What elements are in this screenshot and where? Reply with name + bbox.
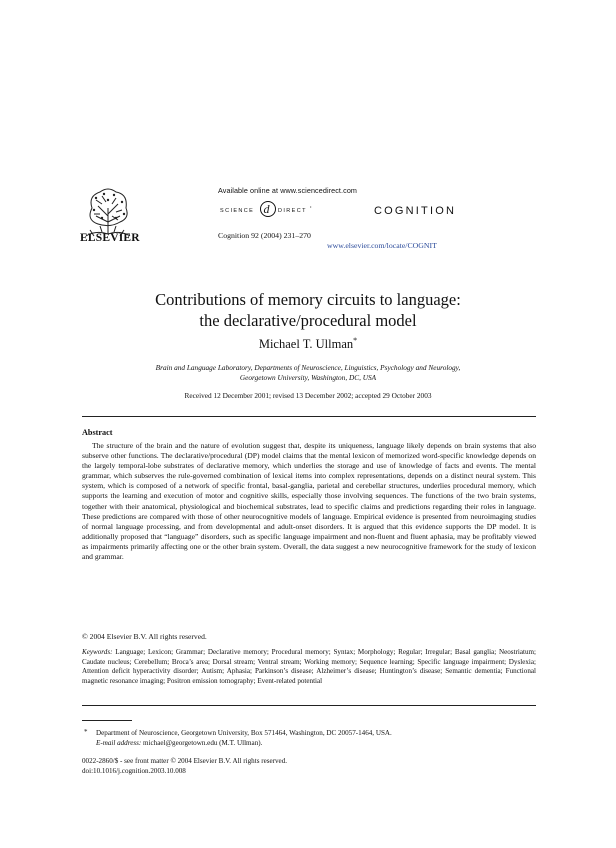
author-affiliation	[0, 363, 616, 383]
issn-line: 0022-2860/$ - see front matter © 2004 Elsevier B.V. All rights reserved.	[82, 757, 288, 765]
svg-text:•: •	[310, 204, 312, 209]
affiliation-line-1: Brain and Language Laboratory, Departments of Neuroscience, Linguistics, Psychology and Neurology,	[155, 363, 461, 372]
abstract-body: The structure of the brain and the nature of evolution suggest that, despite its uniqueness, language likely depends on brain systems that also subserve other functions. The declarative/procedural (DP) model claims that the mental lexicon of memorized word-specific knowledge depends on the largely temporal-lobe substrates of declarative memory, which underlies the storage and use of knowledge of facts and events. The mental grammar, which subserves the rule-governed combination of lexical items into complex representations, depends on a distinct neural system. This system, which is composed of a network of specific frontal, basal-ganglia, parietal and cerebellar structures, underlies procedural memory, which supports the learning and execution of motor and cognitive skills, especially those involving sequences. The functions of the two brain systems, together with their anatomical, physiological and biochemical substrates, lead to specific claims and predictions regarding their roles in language. These predictions are compared with those of other neurocognitive models of language. Empirical evidence is presented from neuroimaging studies of normal language processing, and from developmental and adult-onset disorders. It is argued that this evidence supports the DP model. It is additionally proposed that “language” disorders, such as specific language impairment and non-fluent and fluent aphasia, may be profitably viewed as impairments primarily affecting one or the other brain system. Overall, the data suggest a new neurocognitive framework for the study of lexicon and grammar.	[82, 441, 536, 562]
article-title	[0, 289, 616, 331]
keywords-label: Keywords:	[82, 648, 113, 656]
divider-top	[82, 416, 536, 417]
affiliation-line-2: Georgetown University, Washington, DC, USA	[239, 373, 377, 383]
copyright-line: © 2004 Elsevier B.V. All rights reserved.	[82, 632, 207, 641]
footnote-rule	[82, 720, 132, 721]
keywords	[82, 648, 536, 687]
doi-line[interactable]: doi:10.1016/j.cognition.2003.10.008	[82, 767, 186, 775]
sciencedirect-logo-right: DIRECT	[278, 208, 307, 214]
journal-citation: Cognition 92 (2004) 231–270	[218, 231, 311, 240]
sciencedirect-logo	[218, 199, 338, 219]
footnote-address: Department of Neuroscience, Georgetown University, Box 571464, Washington, DC 20057-1464, USA.	[96, 729, 392, 737]
title-line-1: Contributions of memory circuits to language:	[155, 290, 461, 309]
author-footnote	[84, 728, 536, 748]
publisher-name: ELSEVIER	[80, 232, 140, 244]
issn-doi-block	[82, 756, 287, 776]
email-value[interactable]: michael@georgetown.edu (M.T. Ullman).	[143, 739, 263, 747]
journal-logo: COGNITION	[374, 205, 457, 217]
email-label: E-mail address:	[96, 739, 142, 747]
footnote-mark: *	[84, 728, 88, 736]
title-line-2: the declarative/procedural model	[199, 311, 417, 330]
sciencedirect-logo-left: SCIENCE	[220, 208, 255, 214]
footnote-email	[96, 738, 536, 748]
divider-bottom	[82, 705, 536, 706]
received-dates: Received 12 December 2001; revised 13 December 2002; accepted 29 October 2003	[184, 391, 432, 400]
available-online-text: Available online at www.sciencedirect.com	[218, 186, 357, 195]
svg-text:d: d	[263, 202, 270, 216]
author-name-text: Michael T. Ullman	[258, 337, 354, 352]
keywords-list: Language; Lexicon; Grammar; Declarative memory; Procedural memory; Syntax; Morphology; Regular; Irregular; Basal ganglia; Neostriatum; Caudate nucleus; Cerebellum; Broca’s area; Dorsal stream; Ventral stream; Working memory; Sequence learning; Specific language impairment; Dyslexia; Attention deficit hyperactivity disorder; Autism; Aphasia; Parkinson’s disease; Alzheimer’s disease; Huntington’s disease; Semantic dementia; Functional magnetic resonance imaging; Positron emission tomography; Event-related potential	[82, 648, 536, 686]
abstract-heading: Abstract	[82, 428, 113, 437]
author-name	[0, 336, 616, 352]
journal-url-link[interactable]: www.elsevier.com/locate/COGNIT	[327, 241, 437, 250]
author-footnote-mark[interactable]: *	[353, 336, 358, 345]
